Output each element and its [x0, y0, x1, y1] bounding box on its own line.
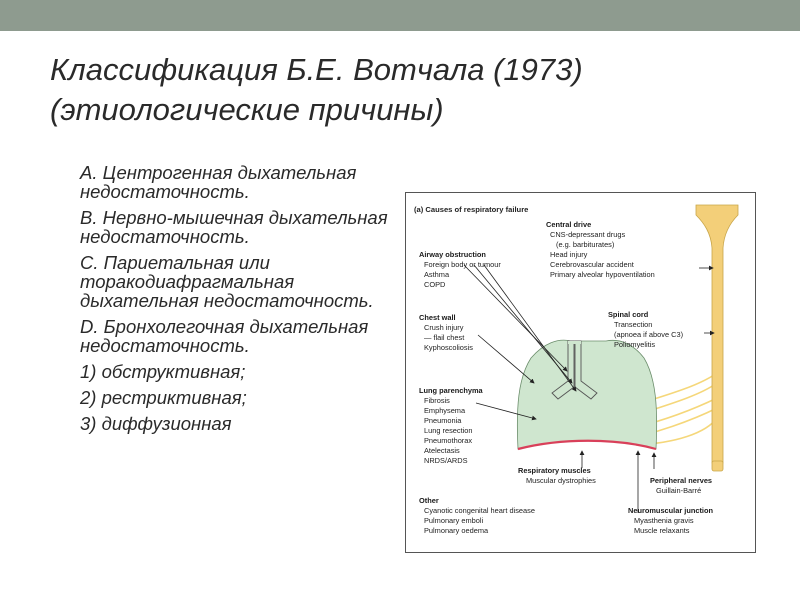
- lung-parenchyma-label: Lung parenchyma Fibrosis Emphysema Pneumonia Lung resection Pneumothorax Atelectasis NRDS/ARDS: [419, 386, 483, 465]
- list-item: B. Нервно-мышечная дыхательная недостаточность.: [80, 207, 388, 247]
- list-item: C. Париетальная или торакодиафрагмальная дыхательная недостаточность.: [80, 252, 374, 311]
- list-item: 1) обструктивная;: [80, 361, 246, 382]
- airway-obstruction-label: Airway obstruction Foreign body or tumour Asthma COPD: [419, 250, 501, 289]
- respiratory-muscles-label: Respiratory muscles Muscular dystrophies: [518, 466, 596, 485]
- central-drive-label: Central drive CNS-depressant drugs (e.g. barbiturates) Head injury Cerebrovascular accident Primary alveolar hypoventilation: [546, 220, 655, 279]
- list-item: A. Центрогенная дыхательная недостаточность.: [80, 162, 357, 202]
- peripheral-nerves-label: Peripheral nerves Guillain-Barré: [650, 476, 713, 495]
- slide-title: [50, 50, 770, 130]
- list-item: 2) рестриктивная;: [80, 387, 247, 408]
- slide-title-line-1: Классификация Б.Е. Вотчала (1973): [50, 52, 583, 87]
- spinal-cord-label: Spinal cord Transection (apnoea if above C3) Poliomyelitis: [608, 310, 684, 349]
- other-causes-label: Other Cyanotic congenital heart disease Pulmonary emboli Pulmonary oedema: [419, 496, 535, 535]
- list-item: D. Бронхолегочная дыхательная недостаточность.: [80, 316, 369, 356]
- diagram-caption: (a) Causes of respiratory failure: [414, 205, 529, 214]
- top-accent-bar: [0, 0, 800, 31]
- spinal-cord-end: [712, 461, 723, 471]
- neuromuscular-junction-label: Neuromuscular junction Myasthenia gravis Muscle relaxants: [628, 506, 714, 535]
- slide-title-line-2: (этиологические причины): [50, 92, 444, 127]
- classification-list: [80, 163, 390, 440]
- chest-wall-label: Chest wall Crush injury — flail chest Kyphoscoliosis: [419, 313, 473, 352]
- list-item: 3) диффузионная: [80, 413, 232, 434]
- respiratory-failure-diagram: [405, 192, 756, 553]
- spinal-cord-shape: [696, 205, 738, 463]
